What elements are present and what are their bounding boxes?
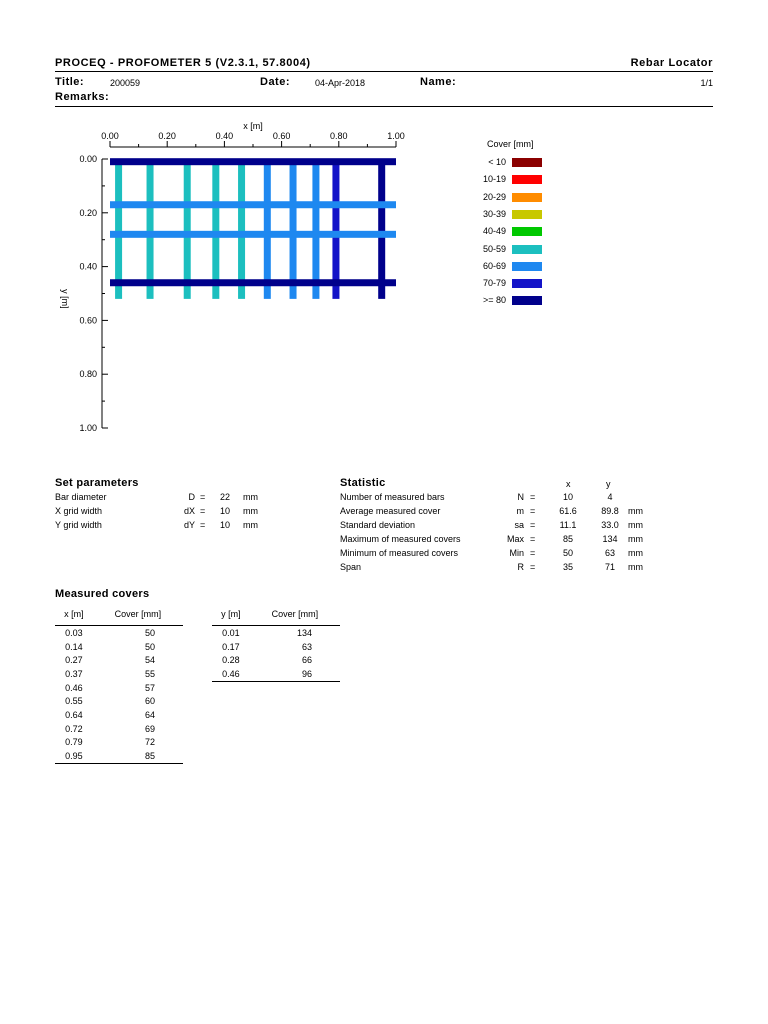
header-rule-top bbox=[55, 71, 713, 72]
x-table-position-cell: 0.14 bbox=[65, 641, 83, 652]
stat-name: Span bbox=[340, 561, 362, 572]
horizontal-rebar bbox=[110, 201, 396, 208]
stat-y: 63 bbox=[604, 547, 615, 558]
y-table-position-cell: 0.17 bbox=[222, 641, 240, 652]
x-table-row bbox=[55, 626, 183, 640]
param-sym: D bbox=[188, 492, 195, 502]
legend-label: 40-49 bbox=[482, 226, 506, 237]
stat-name: Maximum of measured covers bbox=[340, 533, 461, 544]
y-table-row bbox=[212, 653, 340, 667]
y-table-cover-cell: 134 bbox=[296, 627, 312, 638]
stat-unit: mm bbox=[628, 547, 643, 558]
stat-sym: m bbox=[516, 505, 524, 516]
vertical-rebar bbox=[312, 159, 319, 299]
statistic-col-x: x bbox=[566, 479, 571, 489]
x-table-cover-cell: 54 bbox=[144, 655, 155, 666]
statistic-title: Statistic bbox=[340, 477, 386, 489]
stat-unit: mm bbox=[628, 533, 643, 544]
legend-swatch bbox=[512, 245, 542, 254]
stat-y: 4 bbox=[607, 492, 613, 502]
x-table-row bbox=[55, 694, 183, 708]
header-rule-bottom bbox=[55, 106, 713, 107]
x-table-cover-cell: 64 bbox=[144, 709, 155, 720]
stat-eq: = bbox=[530, 519, 536, 530]
y-tick-label: 1.00 bbox=[79, 423, 97, 433]
stat-unit: mm bbox=[628, 519, 643, 530]
x-table-header-cover: Cover [mm] bbox=[93, 606, 183, 626]
x-table-position-cell: 0.46 bbox=[65, 682, 83, 693]
stat-sym: sa bbox=[514, 519, 524, 530]
vertical-rebar bbox=[115, 159, 122, 299]
stat-x: 85 bbox=[562, 533, 573, 544]
report-app-title: PROCEQ - PROFOMETER 5 (V2.3.1, 57.8004) bbox=[55, 57, 311, 69]
y-table-header-y: y [m] bbox=[212, 606, 250, 626]
x-table-header-x: x [m] bbox=[55, 606, 93, 626]
param-unit: mm bbox=[243, 492, 258, 502]
stat-x: 50 bbox=[562, 547, 573, 558]
rebar-grid-chart bbox=[40, 115, 440, 445]
x-covers-table bbox=[55, 606, 183, 764]
x-table-cover-cell: 50 bbox=[144, 627, 155, 638]
vertical-rebar bbox=[264, 159, 271, 299]
x-table-position-cell: 0.27 bbox=[65, 655, 83, 666]
stat-x: 11.1 bbox=[559, 519, 577, 530]
legend-swatch bbox=[512, 227, 542, 236]
stat-eq: = bbox=[530, 533, 536, 544]
y-table-cover-cell: 96 bbox=[250, 667, 340, 681]
stat-unit: mm bbox=[628, 561, 643, 572]
stat-y: 134 bbox=[602, 533, 618, 544]
vertical-rebar bbox=[184, 159, 191, 299]
y-table-row bbox=[212, 667, 340, 681]
x-table-cover-cell: 69 bbox=[144, 723, 155, 734]
statistic-col-y: y bbox=[606, 479, 611, 489]
x-axis-label: x [m] bbox=[243, 121, 263, 131]
horizontal-rebar bbox=[110, 231, 396, 238]
stat-sym: Max bbox=[506, 533, 524, 544]
y-tick-label: 0.80 bbox=[79, 369, 97, 380]
y-table-cover-cell: 66 bbox=[301, 655, 312, 666]
x-tick-label: 0.80 bbox=[330, 131, 348, 141]
y-tick-label: 0.40 bbox=[79, 261, 97, 272]
stat-y: 71 bbox=[604, 561, 615, 572]
x-table-position-cell: 0.37 bbox=[65, 668, 83, 679]
legend-label: 70-79 bbox=[482, 278, 506, 289]
x-table-cover-cell: 60 bbox=[144, 696, 155, 707]
y-axis-label: y [m] bbox=[60, 289, 70, 309]
x-table-row bbox=[55, 736, 183, 750]
param-unit: mm bbox=[243, 520, 258, 530]
x-table-cover-cell: 85 bbox=[93, 749, 183, 763]
stat-x: 35 bbox=[562, 561, 573, 572]
stat-eq: = bbox=[530, 505, 536, 516]
param-eq: = bbox=[200, 492, 206, 502]
x-table-position-cell: 0.79 bbox=[65, 737, 83, 748]
x-tick-label: 0.20 bbox=[158, 131, 176, 141]
stat-sym: R bbox=[517, 561, 524, 572]
horizontal-rebar bbox=[110, 158, 396, 165]
vertical-rebar bbox=[238, 159, 245, 299]
legend-label: 20-29 bbox=[482, 191, 506, 202]
y-table-position-cell: 0.46 bbox=[212, 667, 250, 681]
y-table-header-cover: Cover [mm] bbox=[250, 606, 340, 626]
y-tick-label: 0.20 bbox=[79, 207, 97, 218]
legend-label: 60-69 bbox=[482, 260, 506, 271]
y-table-cover-cell: 63 bbox=[301, 641, 312, 652]
stat-name: Number of measured bars bbox=[340, 492, 445, 502]
param-val: 22 bbox=[220, 492, 231, 502]
measured-covers-title: Measured covers bbox=[55, 588, 150, 600]
legend-swatch bbox=[512, 279, 542, 288]
x-table-cover-cell: 72 bbox=[144, 737, 155, 748]
x-table-row bbox=[55, 667, 183, 681]
stat-x: 61.6 bbox=[559, 505, 577, 516]
param-eq: = bbox=[200, 506, 206, 516]
y-tick-label: 0.60 bbox=[79, 315, 97, 326]
stat-sym: Min bbox=[509, 547, 524, 558]
legend-swatch bbox=[512, 158, 542, 167]
y-table-row bbox=[212, 626, 340, 640]
x-tick-label: 0.40 bbox=[215, 131, 234, 141]
legend-label: >= 80 bbox=[482, 295, 506, 306]
stat-sym: N bbox=[517, 492, 524, 502]
param-name: X grid width bbox=[55, 506, 103, 516]
title-label: Title: bbox=[55, 76, 85, 88]
vertical-rebar bbox=[290, 159, 297, 299]
stat-x: 10 bbox=[562, 492, 573, 502]
report-type: Rebar Locator bbox=[630, 57, 713, 69]
param-val: 10 bbox=[220, 520, 231, 530]
x-tick-label: 1.00 bbox=[387, 131, 405, 141]
x-tick-label: 0.00 bbox=[101, 131, 119, 141]
x-table-position-cell: 0.55 bbox=[65, 696, 83, 707]
y-covers-table bbox=[212, 606, 340, 682]
legend-label: 30-39 bbox=[482, 208, 506, 219]
param-unit: mm bbox=[243, 506, 258, 516]
param-sym: dX bbox=[183, 506, 195, 516]
x-table-position-cell: 0.64 bbox=[65, 709, 83, 720]
legend-swatch bbox=[512, 296, 542, 305]
legend-swatch bbox=[512, 262, 542, 271]
legend-swatch bbox=[512, 210, 542, 219]
param-val: 10 bbox=[220, 506, 231, 516]
y-tick-label: 0.00 bbox=[79, 154, 97, 164]
x-tick-label: 0.60 bbox=[272, 131, 291, 141]
name-label: Name: bbox=[420, 76, 457, 88]
legend-swatch bbox=[512, 175, 542, 184]
vertical-rebar bbox=[332, 159, 339, 299]
set-parameters-title: Set parameters bbox=[55, 477, 139, 489]
cover-legend bbox=[470, 136, 570, 316]
horizontal-rebar bbox=[110, 279, 396, 286]
vertical-rebar bbox=[147, 159, 154, 299]
y-table-row bbox=[212, 640, 340, 654]
stat-unit: mm bbox=[628, 505, 643, 516]
x-table-row bbox=[55, 653, 183, 667]
x-table-cover-cell: 50 bbox=[144, 641, 155, 652]
title-value: 200059 bbox=[110, 78, 141, 88]
legend-swatch bbox=[512, 193, 542, 202]
stat-eq: = bbox=[530, 492, 536, 502]
x-table-row bbox=[55, 722, 183, 736]
stat-y: 33.0 bbox=[601, 519, 619, 530]
legend-label: 50-59 bbox=[482, 243, 506, 254]
stat-y: 89.8 bbox=[601, 505, 619, 516]
param-eq: = bbox=[200, 520, 206, 530]
stat-name: Average measured cover bbox=[340, 505, 441, 516]
date-label: Date: bbox=[260, 76, 291, 88]
x-table-row bbox=[55, 681, 183, 695]
x-table-position-cell: 0.72 bbox=[65, 723, 83, 734]
x-table-position-cell: 0.03 bbox=[65, 627, 83, 638]
param-name: Y grid width bbox=[55, 520, 102, 530]
x-table-cover-cell: 55 bbox=[144, 668, 155, 679]
stat-name: Minimum of measured covers bbox=[340, 547, 459, 558]
y-table-position-cell: 0.28 bbox=[222, 655, 240, 666]
legend-label: 10-19 bbox=[482, 174, 506, 185]
vertical-rebar bbox=[212, 159, 219, 299]
legend-label: < 10 bbox=[488, 157, 506, 167]
x-table-row bbox=[55, 640, 183, 654]
page-number: 1/1 bbox=[700, 78, 713, 88]
x-table-row bbox=[55, 708, 183, 722]
date-value: 04-Apr-2018 bbox=[315, 78, 366, 88]
param-sym: dY bbox=[183, 520, 195, 530]
vertical-rebar bbox=[378, 159, 385, 299]
stat-eq: = bbox=[530, 561, 536, 572]
y-table-position-cell: 0.01 bbox=[222, 627, 240, 638]
x-table-position-cell: 0.95 bbox=[55, 749, 93, 763]
x-table-cover-cell: 57 bbox=[144, 682, 155, 693]
remarks-label: Remarks: bbox=[55, 91, 110, 103]
legend-title: Cover [mm] bbox=[487, 139, 534, 149]
stat-eq: = bbox=[530, 547, 536, 558]
x-table-row bbox=[55, 749, 183, 763]
stat-name: Standard deviation bbox=[340, 519, 416, 530]
param-name: Bar diameter bbox=[55, 492, 107, 502]
